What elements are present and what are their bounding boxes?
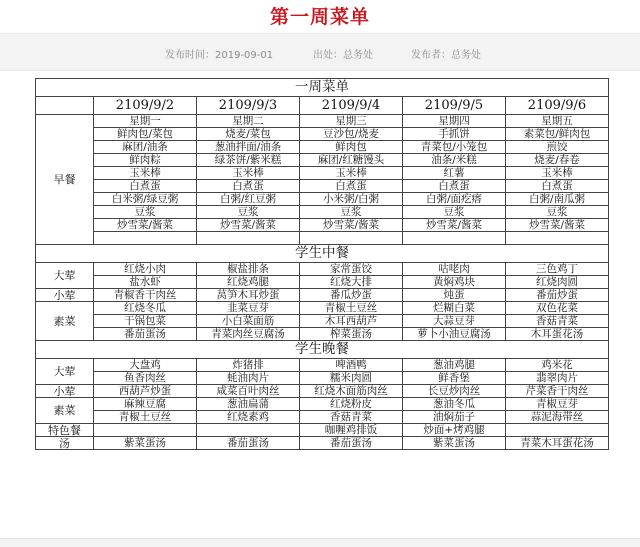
section-title: 学生中餐 [36, 245, 609, 263]
menu-cell: 白煮蛋 [197, 180, 300, 193]
menu-cell [197, 424, 300, 437]
breakfast-spacer-row [36, 232, 609, 245]
menu-cell: 鲜肉包 [300, 141, 403, 154]
menu-cell: 红烧肉圆 [506, 276, 609, 289]
menu-cell: 烂糊白菜 [403, 302, 506, 315]
menu-cell: 玉米棒 [94, 167, 197, 180]
breakfast-row [36, 115, 609, 128]
breakfast-row [36, 193, 609, 206]
menu-cell: 白粥/红豆粥 [197, 193, 300, 206]
menu-cell: 白煮蛋 [506, 180, 609, 193]
menu-cell: 青椒香干肉丝 [94, 289, 197, 302]
date-row [36, 97, 609, 115]
category-label: 特色餐 [36, 424, 94, 437]
menu-cell: 小白菜面筋 [197, 315, 300, 328]
menu-cell: 西葫芦炒蛋 [94, 385, 197, 398]
date-cell: 2109/9/4 [300, 97, 403, 115]
menu-cell: 三色鸡丁 [506, 263, 609, 276]
lunch-row [36, 276, 609, 289]
menu-cell: 白煮蛋 [94, 180, 197, 193]
menu-cell: 翡翠肉片 [506, 372, 609, 385]
lunch-title-row [36, 245, 609, 263]
lunch-row [36, 263, 609, 276]
menu-cell: 炸猪排 [197, 359, 300, 372]
menu-cell: 炒雪菜/酱菜 [506, 219, 609, 232]
menu-cell: 白米粥/绿豆粥 [94, 193, 197, 206]
table-title: 一周菜单 [36, 79, 609, 97]
empty-cell [403, 232, 506, 245]
menu-cell: 红烧鸡腿 [197, 276, 300, 289]
menu-cell: 木耳西葫芦 [300, 315, 403, 328]
dinner-row [36, 359, 609, 372]
lunch-row [36, 328, 609, 341]
menu-cell: 青菜肉丝豆腐汤 [197, 328, 300, 341]
meta-bar [0, 33, 640, 71]
breakfast-row [36, 167, 609, 180]
menu-cell: 紫菜蛋汤 [94, 437, 197, 450]
lunch-row [36, 289, 609, 302]
menu-body [36, 79, 609, 450]
table-title-row [36, 79, 609, 97]
menu-cell: 蒜泥海带丝 [506, 411, 609, 424]
menu-cell: 星期一 [94, 115, 197, 128]
menu-cell: 紫菜蛋汤 [403, 437, 506, 450]
menu-cell: 榨菜蛋汤 [300, 328, 403, 341]
menu-cell: 星期三 [300, 115, 403, 128]
date-cell: 2109/9/2 [94, 97, 197, 115]
menu-cell: 玉米棒 [197, 167, 300, 180]
menu-cell: 红烧粉皮 [300, 398, 403, 411]
breakfast-row [36, 141, 609, 154]
date-cell: 2109/9/3 [197, 97, 300, 115]
menu-cell: 香菇青菜 [506, 315, 609, 328]
dinner-row [36, 372, 609, 385]
category-label: 素菜 [36, 398, 94, 424]
menu-cell: 炒面+烤鸡腿 [403, 424, 506, 437]
menu-cell: 青椒豆芽 [506, 398, 609, 411]
menu-cell: 手抓饼 [403, 128, 506, 141]
menu-cell: 炒雪菜/酱菜 [403, 219, 506, 232]
category-label: 汤 [36, 437, 94, 450]
breakfast-row [36, 154, 609, 167]
menu-cell: 莴笋木耳炒蛋 [197, 289, 300, 302]
menu-cell: 豆沙包/烧麦 [300, 128, 403, 141]
menu-cell: 烧麦/菜包 [197, 128, 300, 141]
breakfast-row [36, 206, 609, 219]
menu-cell: 长豆炒肉丝 [403, 385, 506, 398]
menu-cell: 番瓜炒蛋 [300, 289, 403, 302]
menu-table [35, 78, 609, 450]
menu-cell: 白粥/面疙瘩 [403, 193, 506, 206]
menu-cell: 小米粥/白粥 [300, 193, 403, 206]
breakfast-row [36, 128, 609, 141]
menu-cell: 豆浆 [300, 206, 403, 219]
menu-cell: 白粥/南瓜粥 [506, 193, 609, 206]
menu-cell: 咕咾肉 [403, 263, 506, 276]
menu-cell: 星期四 [403, 115, 506, 128]
menu-cell: 豆浆 [403, 206, 506, 219]
menu-cell: 蚝油肉片 [197, 372, 300, 385]
menu-cell: 油焖茄子 [403, 411, 506, 424]
menu-cell: 玉米棒 [506, 167, 609, 180]
menu-cell: 青椒土豆丝 [94, 411, 197, 424]
menu-cell: 盐水虾 [94, 276, 197, 289]
breakfast-row [36, 219, 609, 232]
menu-cell: 番茄炒蛋 [506, 289, 609, 302]
menu-cell: 鸡米花 [506, 359, 609, 372]
date-corner-cell [36, 97, 94, 115]
category-label: 大荤 [36, 263, 94, 289]
menu-cell: 椒盐排条 [197, 263, 300, 276]
menu-cell: 玉米棒 [300, 167, 403, 180]
dinner-title-row [36, 341, 609, 359]
menu-cell: 青椒土豆丝 [300, 302, 403, 315]
menu-cell: 青菜木耳蛋花汤 [506, 437, 609, 450]
date-cell: 2109/9/6 [506, 97, 609, 115]
menu-cell: 豆浆 [506, 206, 609, 219]
lunch-row [36, 302, 609, 315]
category-label: 小荤 [36, 385, 94, 398]
menu-cell: 大蒜豆芽 [403, 315, 506, 328]
menu-cell: 煎饺 [506, 141, 609, 154]
menu-cell: 番茄蛋汤 [94, 328, 197, 341]
menu-cell: 红烧冬瓜 [94, 302, 197, 315]
menu-cell: 油条/米糕 [403, 154, 506, 167]
menu-cell: 鲜肉包/菜包 [94, 128, 197, 141]
menu-cell: 芹菜香干肉丝 [506, 385, 609, 398]
menu-cell: 白煮蛋 [403, 180, 506, 193]
lunch-row [36, 315, 609, 328]
menu-cell: 炖蛋 [403, 289, 506, 302]
menu-cell [94, 424, 197, 437]
menu-cell: 鲜肉粽 [94, 154, 197, 167]
menu-cell: 星期五 [506, 115, 609, 128]
menu-cell: 红烧木面筋肉丝 [300, 385, 403, 398]
menu-cell: 啤酒鸭 [300, 359, 403, 372]
menu-cell: 红薯 [403, 167, 506, 180]
menu-cell: 葱油鸡腿 [403, 359, 506, 372]
menu-cell: 炒雪菜/酱菜 [94, 219, 197, 232]
menu-cell: 素菜包/鲜肉包 [506, 128, 609, 141]
category-label: 大荤 [36, 359, 94, 385]
menu-cell: 大盘鸡 [94, 359, 197, 372]
menu-cell: 鱼香肉丝 [94, 372, 197, 385]
dinner-row [36, 437, 609, 450]
page-title: 第一周菜单 [269, 6, 370, 28]
menu-cell: 葱油扁蒲 [197, 398, 300, 411]
date-cell: 2109/9/5 [403, 97, 506, 115]
menu-cell: 烧麦/春卷 [506, 154, 609, 167]
menu-cell: 红烧大排 [300, 276, 403, 289]
empty-cell [197, 232, 300, 245]
menu-cell: 炒雪菜/酱菜 [300, 219, 403, 232]
source: 出处：总务处 [313, 50, 373, 61]
dinner-row [36, 385, 609, 398]
menu-cell: 咖喱鸡排饭 [300, 424, 403, 437]
menu-cell: 绿茶饼/紫米糕 [197, 154, 300, 167]
menu-cell: 香菇青菜 [300, 411, 403, 424]
menu-cell: 黄焖鸡块 [403, 276, 506, 289]
menu-cell: 麻团/油条 [94, 141, 197, 154]
menu-cell: 青菜包/小笼包 [403, 141, 506, 154]
publisher: 发布者：总务处 [411, 50, 481, 61]
menu-cell: 红烧素鸡 [197, 411, 300, 424]
dinner-row [36, 424, 609, 437]
menu-cell: 红烧小肉 [94, 263, 197, 276]
bottom-strip [0, 538, 640, 547]
empty-cell [94, 232, 197, 245]
dinner-row [36, 398, 609, 411]
menu-cell: 双色花菜 [506, 302, 609, 315]
menu-cell: 番茄蛋汤 [300, 437, 403, 450]
category-label: 素菜 [36, 302, 94, 341]
menu-cell: 麻辣豆腐 [94, 398, 197, 411]
category-label: 早餐 [36, 115, 94, 245]
menu-cell: 豆浆 [94, 206, 197, 219]
menu-cell: 家常蛋饺 [300, 263, 403, 276]
menu-cell: 木耳蛋花汤 [506, 328, 609, 341]
menu-cell: 咸菜百叶肉丝 [197, 385, 300, 398]
empty-cell [506, 232, 609, 245]
menu-cell [506, 424, 609, 437]
section-title: 学生晚餐 [36, 341, 609, 359]
menu-cell: 星期二 [197, 115, 300, 128]
menu-cell: 干锅包菜 [94, 315, 197, 328]
menu-cell: 白煮蛋 [300, 180, 403, 193]
menu-cell: 萝卜小油豆腐汤 [403, 328, 506, 341]
menu-cell: 葱油冬瓜 [403, 398, 506, 411]
menu-cell: 豆浆 [197, 206, 300, 219]
publish-time: 发布时间：2019-09-01 [165, 50, 274, 61]
menu-cell: 葱油拌面/油条 [197, 141, 300, 154]
empty-cell [300, 232, 403, 245]
menu-cell: 韭菜豆芽 [197, 302, 300, 315]
menu-cell: 麻团/红糖馒头 [300, 154, 403, 167]
menu-cell: 鲜香堡 [403, 372, 506, 385]
menu-cell: 番茄蛋汤 [197, 437, 300, 450]
category-label: 小荤 [36, 289, 94, 302]
dinner-row [36, 411, 609, 424]
menu-cell: 糯米肉圆 [300, 372, 403, 385]
menu-cell: 炒雪菜/酱菜 [197, 219, 300, 232]
breakfast-row [36, 180, 609, 193]
